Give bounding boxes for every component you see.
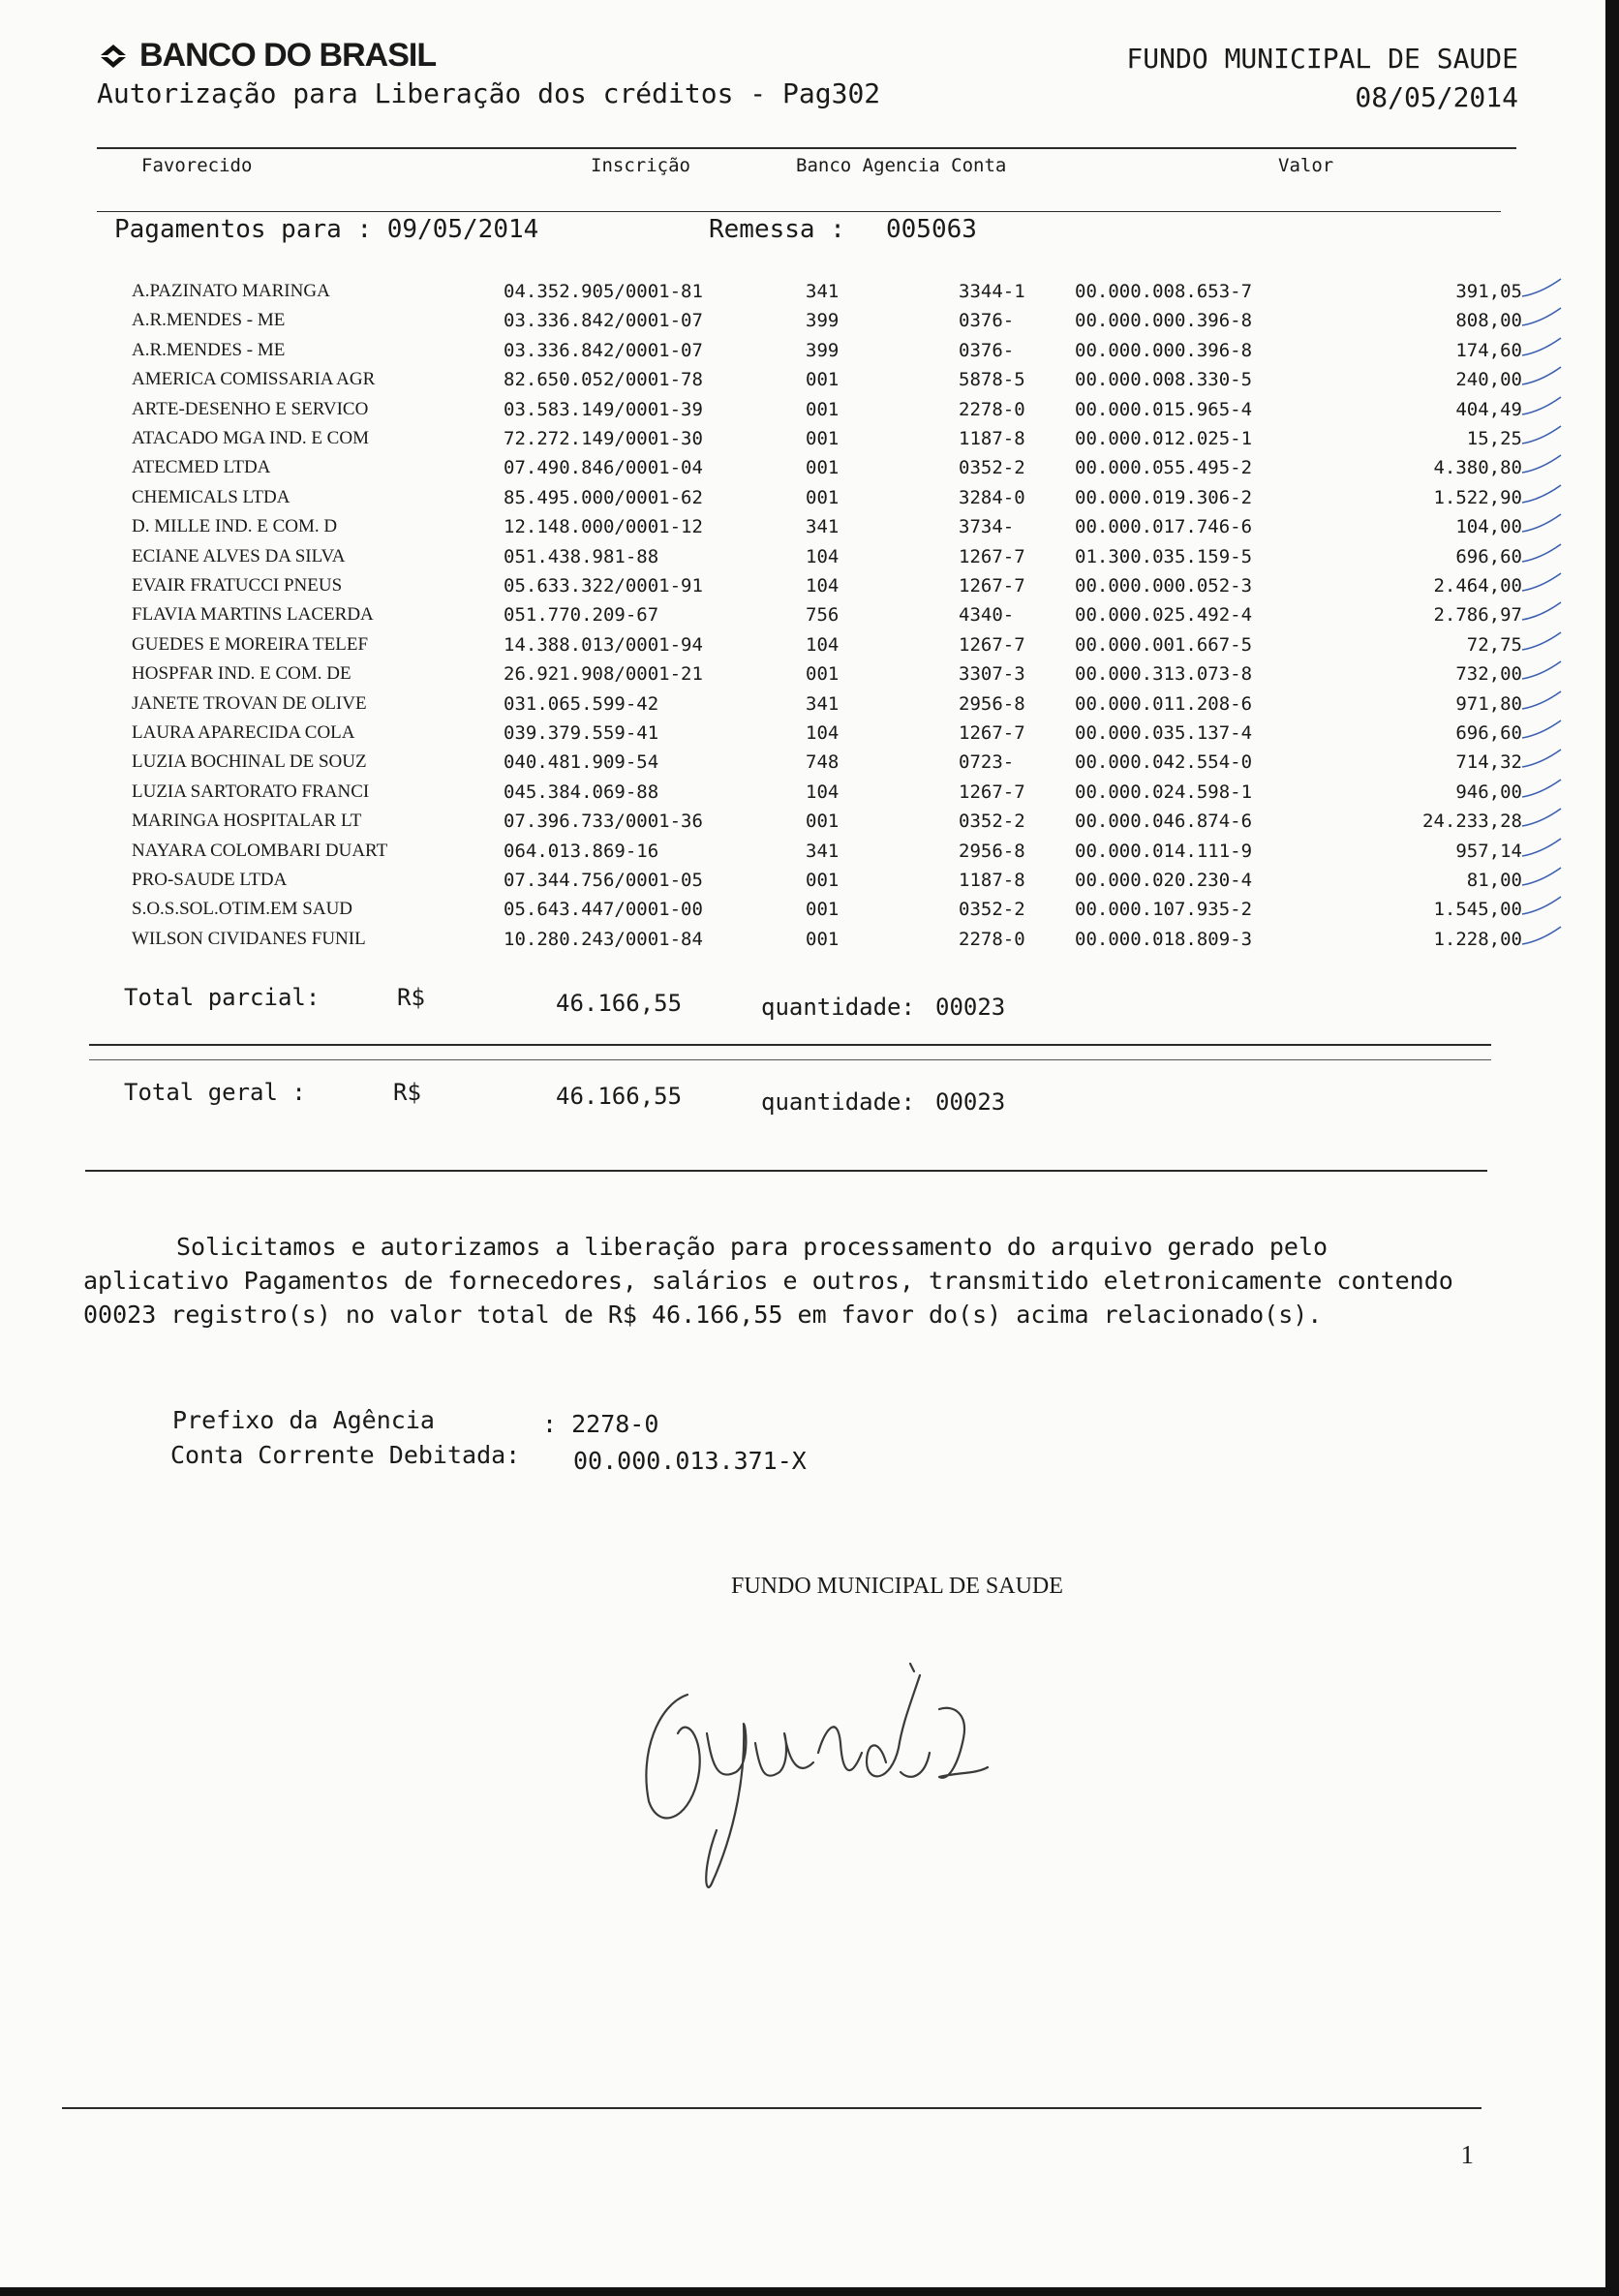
row-valor: 404,49 <box>1455 398 1522 420</box>
check-mark-icon <box>1520 598 1563 624</box>
table-row <box>0 281 1605 310</box>
row-inscricao: 10.280.243/0001-84 <box>504 928 703 950</box>
total-partial-value: 46.166,55 <box>556 990 683 1017</box>
check-mark-icon <box>1520 658 1563 683</box>
fund-name: FUNDO MUNICIPAL DE SAUDE <box>1126 43 1518 75</box>
total-general-quantity-label: quantidade: <box>761 1088 915 1116</box>
row-valor: 696,60 <box>1455 722 1522 744</box>
totals-divider-thin <box>89 1059 1491 1060</box>
row-conta: 00.000.024.598-1 <box>1075 781 1253 803</box>
row-favorecido: CHEMICALS LTDA <box>132 486 290 507</box>
check-mark-icon <box>1520 835 1563 860</box>
row-agencia: 0376- <box>959 310 1015 332</box>
row-inscricao: 05.643.447/0001-00 <box>504 899 703 921</box>
table-row <box>0 841 1605 870</box>
table-row <box>0 399 1605 428</box>
bank-logo-icon <box>97 42 130 79</box>
row-inscricao: 03.336.842/0001-07 <box>504 339 703 361</box>
row-conta: 00.000.313.073-8 <box>1075 663 1253 686</box>
check-mark-icon <box>1520 805 1563 830</box>
row-favorecido: GUEDES E MOREIRA TELEF <box>132 633 369 655</box>
row-conta: 00.000.008.653-7 <box>1075 281 1253 302</box>
table-row <box>0 722 1605 751</box>
row-inscricao: 85.495.000/0001-62 <box>504 486 703 508</box>
check-mark-icon <box>1520 363 1563 388</box>
row-valor: 1.228,00 <box>1433 928 1522 950</box>
row-agencia: 3344-1 <box>959 281 1025 302</box>
row-conta: 01.300.035.159-5 <box>1075 545 1253 567</box>
row-conta: 00.000.035.137-4 <box>1075 722 1253 744</box>
row-valor: 15,25 <box>1466 428 1522 449</box>
row-favorecido: LUZIA BOCHINAL DE SOUZ <box>132 751 367 773</box>
row-inscricao: 064.013.869-16 <box>504 840 659 862</box>
row-agencia: 3734- <box>959 516 1015 538</box>
row-agencia: 0723- <box>959 751 1015 774</box>
row-favorecido: D. MILLE IND. E COM. D <box>132 516 338 537</box>
row-conta: 00.000.055.495-2 <box>1075 457 1253 479</box>
table-row <box>0 663 1605 692</box>
row-favorecido: WILSON CIVIDANES FUNIL <box>132 928 366 949</box>
authorization-paragraph <box>83 1230 1458 1332</box>
check-mark-icon <box>1520 717 1563 742</box>
row-favorecido: ECIANE ALVES DA SILVA <box>132 545 346 566</box>
row-conta: 00.000.019.306-2 <box>1075 486 1253 508</box>
row-favorecido: FLAVIA MARTINS LACERDA <box>132 604 374 626</box>
table-row <box>0 428 1605 457</box>
row-agencia: 5878-5 <box>959 369 1025 391</box>
total-partial-quantity-label: quantidade: <box>761 994 915 1021</box>
total-general-label: Total geral : <box>124 1079 306 1106</box>
row-conta: 00.000.107.935-2 <box>1075 899 1253 921</box>
row-banco: 341 <box>806 516 840 538</box>
totals-divider-bottom <box>85 1170 1487 1172</box>
debited-account-label: Conta Corrente Debitada: <box>170 1441 521 1469</box>
row-banco: 104 <box>806 633 840 656</box>
column-favorecido: Favorecido <box>141 155 253 176</box>
column-banco-agencia-conta: Banco Agencia Conta <box>796 155 1007 176</box>
column-inscricao: Inscrição <box>591 155 690 176</box>
row-banco: 001 <box>806 870 840 891</box>
table-row <box>0 929 1605 958</box>
row-inscricao: 07.396.733/0001-36 <box>504 811 703 833</box>
row-banco: 104 <box>806 575 840 597</box>
row-favorecido: NAYARA COLOMBARI DUART <box>132 840 388 861</box>
row-agencia: 1267-7 <box>959 575 1025 597</box>
document-date: 08/05/2014 <box>1355 81 1518 113</box>
row-banco: 001 <box>806 899 840 921</box>
signature-label: FUNDO MUNICIPAL DE SAUDE <box>731 1574 1063 1599</box>
row-valor: 808,00 <box>1455 310 1522 332</box>
check-mark-icon <box>1520 393 1563 418</box>
check-mark-icon <box>1520 569 1563 595</box>
check-mark-icon <box>1520 275 1563 300</box>
row-agencia: 2956-8 <box>959 692 1025 715</box>
table-row <box>0 457 1605 486</box>
row-valor: 732,00 <box>1455 663 1522 686</box>
table-row <box>0 487 1605 516</box>
table-row <box>0 693 1605 722</box>
row-agencia: 3284-0 <box>959 486 1025 508</box>
row-conta: 00.000.000.396-8 <box>1075 339 1253 361</box>
row-agencia: 2278-0 <box>959 928 1025 950</box>
row-valor: 1.545,00 <box>1433 899 1522 921</box>
bank-name: BANCO DO BRASIL <box>139 37 437 74</box>
debited-account-value: 00.000.013.371-X <box>573 1447 807 1475</box>
row-agencia: 1267-7 <box>959 633 1025 656</box>
row-agencia: 4340- <box>959 604 1015 627</box>
row-banco: 399 <box>806 339 840 361</box>
row-valor: 240,00 <box>1455 369 1522 391</box>
row-banco: 001 <box>806 428 840 449</box>
row-valor: 1.522,90 <box>1433 486 1522 508</box>
row-agencia: 2956-8 <box>959 840 1025 862</box>
row-conta: 00.000.046.874-6 <box>1075 811 1253 833</box>
handwritten-signature <box>620 1637 1162 1898</box>
row-inscricao: 07.344.756/0001-05 <box>504 870 703 891</box>
row-conta: 00.000.012.025-1 <box>1075 428 1253 449</box>
table-row <box>0 870 1605 899</box>
table-row <box>0 516 1605 545</box>
row-banco: 341 <box>806 840 840 862</box>
row-valor: 2.786,97 <box>1433 604 1522 627</box>
table-row <box>0 340 1605 369</box>
row-conta: 00.000.000.052-3 <box>1075 575 1253 597</box>
row-conta: 00.000.018.809-3 <box>1075 928 1253 950</box>
row-valor: 2.464,00 <box>1433 575 1522 597</box>
row-inscricao: 14.388.013/0001-94 <box>504 633 703 656</box>
row-valor: 957,14 <box>1455 840 1522 862</box>
row-agencia: 0352-2 <box>959 457 1025 479</box>
row-valor: 4.380,80 <box>1433 457 1522 479</box>
row-valor: 81,00 <box>1466 870 1522 891</box>
table-row <box>0 899 1605 928</box>
row-agencia: 1187-8 <box>959 428 1025 449</box>
row-banco: 104 <box>806 781 840 803</box>
agency-prefix-value: : 2278-0 <box>542 1410 659 1438</box>
row-favorecido: ATACADO MGA IND. E COM <box>132 428 369 448</box>
row-banco: 104 <box>806 722 840 744</box>
remessa-number: 005063 <box>886 215 977 244</box>
totals-divider-top <box>89 1044 1491 1046</box>
column-valor: Valor <box>1278 155 1334 176</box>
row-agencia: 1267-7 <box>959 545 1025 567</box>
row-agencia: 1187-8 <box>959 870 1025 891</box>
total-general-value: 46.166,55 <box>556 1083 683 1110</box>
row-inscricao: 12.148.000/0001-12 <box>504 516 703 538</box>
row-conta: 00.000.008.330-5 <box>1075 369 1253 391</box>
row-inscricao: 82.650.052/0001-78 <box>504 369 703 391</box>
row-conta: 00.000.011.208-6 <box>1075 692 1253 715</box>
row-agencia: 1267-7 <box>959 722 1025 744</box>
check-mark-icon <box>1520 451 1563 476</box>
row-conta: 00.000.000.396-8 <box>1075 310 1253 332</box>
row-conta: 00.000.025.492-4 <box>1075 604 1253 627</box>
check-mark-icon <box>1520 510 1563 536</box>
row-favorecido: ATECMED LTDA <box>132 457 271 478</box>
row-banco: 001 <box>806 928 840 950</box>
row-agencia: 2278-0 <box>959 398 1025 420</box>
check-mark-icon <box>1520 688 1563 713</box>
row-inscricao: 051.438.981-88 <box>504 545 659 567</box>
row-inscricao: 039.379.559-41 <box>504 722 659 744</box>
row-banco: 001 <box>806 486 840 508</box>
row-banco: 756 <box>806 604 840 627</box>
row-banco: 399 <box>806 310 840 332</box>
row-valor: 696,60 <box>1455 545 1522 567</box>
row-valor: 104,00 <box>1455 516 1522 538</box>
table-row <box>0 310 1605 339</box>
check-mark-icon <box>1520 746 1563 771</box>
total-partial-currency: R$ <box>397 984 425 1011</box>
row-valor: 714,32 <box>1455 751 1522 774</box>
check-mark-icon <box>1520 422 1563 447</box>
row-inscricao: 051.770.209-67 <box>504 604 659 627</box>
table-row <box>0 575 1605 604</box>
row-banco: 104 <box>806 545 840 567</box>
row-agencia: 1267-7 <box>959 781 1025 803</box>
row-inscricao: 03.336.842/0001-07 <box>504 310 703 332</box>
check-mark-icon <box>1520 334 1563 359</box>
row-valor: 72,75 <box>1466 633 1522 656</box>
row-favorecido: S.O.S.SOL.OTIM.EM SAUD <box>132 899 353 920</box>
row-valor: 24.233,28 <box>1422 811 1522 833</box>
row-favorecido: HOSPFAR IND. E COM. DE <box>132 663 351 685</box>
table-row <box>0 811 1605 840</box>
row-banco: 001 <box>806 369 840 391</box>
row-banco: 341 <box>806 692 840 715</box>
row-favorecido: PRO-SAUDE LTDA <box>132 870 288 890</box>
row-favorecido: A.R.MENDES - ME <box>132 339 286 360</box>
row-favorecido: MARINGA HOSPITALAR LT <box>132 811 362 832</box>
check-mark-icon <box>1520 540 1563 566</box>
row-valor: 946,00 <box>1455 781 1522 803</box>
authorization-text: Solicitamos e autorizamos a liberação para processamento do arquivo gerado pelo aplicativo Pagamentos de fornecedores, salários e outros, transmitido eletronicamente contendo 00023 registro(s) no valor total de R$ 46.166,55 em favor do(s) acima relacionado(s). <box>83 1233 1453 1329</box>
row-favorecido: LUZIA SARTORATO FRANCI <box>132 781 370 802</box>
row-agencia: 0352-2 <box>959 811 1025 833</box>
total-partial-label: Total parcial: <box>124 984 321 1011</box>
row-favorecido: AMERICA COMISSARIA AGR <box>132 369 376 390</box>
check-mark-icon <box>1520 864 1563 889</box>
row-favorecido: EVAIR FRATUCCI PNEUS <box>132 575 343 596</box>
row-banco: 341 <box>806 281 840 302</box>
row-agencia: 3307-3 <box>959 663 1025 686</box>
row-favorecido: LAURA APARECIDA COLA <box>132 722 355 743</box>
row-banco: 748 <box>806 751 840 774</box>
check-mark-icon <box>1520 923 1563 948</box>
row-banco: 001 <box>806 398 840 420</box>
row-conta: 00.000.017.746-6 <box>1075 516 1253 538</box>
row-inscricao: 26.921.908/0001-21 <box>504 663 703 686</box>
row-banco: 001 <box>806 457 840 479</box>
page-number: 1 <box>1460 2140 1474 2169</box>
remessa-label: Remessa : <box>709 215 845 244</box>
table-row <box>0 634 1605 663</box>
table-row <box>0 546 1605 575</box>
row-favorecido: A.R.MENDES - ME <box>132 310 286 331</box>
document-title: Autorização para Liberação dos créditos - Pag302 <box>97 77 881 109</box>
total-general-quantity: 00023 <box>935 1088 1006 1116</box>
check-mark-icon <box>1520 628 1563 654</box>
row-inscricao: 031.065.599-42 <box>504 692 659 715</box>
row-valor: 971,80 <box>1455 692 1522 715</box>
agency-prefix-label: Prefixo da Agência <box>172 1406 435 1434</box>
total-general-currency: R$ <box>393 1079 421 1106</box>
check-mark-icon <box>1520 776 1563 801</box>
row-valor: 174,60 <box>1455 339 1522 361</box>
row-agencia: 0376- <box>959 339 1015 361</box>
columns-divider <box>97 211 1501 212</box>
table-row <box>0 781 1605 811</box>
row-conta: 00.000.042.554-0 <box>1075 751 1253 774</box>
row-agencia: 0352-2 <box>959 899 1025 921</box>
row-conta: 00.000.001.667-5 <box>1075 633 1253 656</box>
row-conta: 00.000.020.230-4 <box>1075 870 1253 891</box>
footer-divider <box>62 2107 1482 2109</box>
row-inscricao: 72.272.149/0001-30 <box>504 428 703 449</box>
table-row <box>0 369 1605 398</box>
row-inscricao: 04.352.905/0001-81 <box>504 281 703 302</box>
row-banco: 001 <box>806 811 840 833</box>
bank-logo <box>97 37 436 79</box>
row-inscricao: 07.490.846/0001-04 <box>504 457 703 479</box>
row-inscricao: 040.481.909-54 <box>504 751 659 774</box>
row-inscricao: 03.583.149/0001-39 <box>504 398 703 420</box>
check-mark-icon <box>1520 304 1563 329</box>
total-partial-quantity: 00023 <box>935 994 1006 1021</box>
row-favorecido: A.PAZINATO MARINGA <box>132 281 330 301</box>
table-row <box>0 751 1605 781</box>
row-banco: 001 <box>806 663 840 686</box>
row-valor: 391,05 <box>1455 281 1522 302</box>
check-mark-icon <box>1520 893 1563 918</box>
row-favorecido: ARTE-DESENHO E SERVICO <box>132 398 369 419</box>
row-favorecido: JANETE TROVAN DE OLIVE <box>132 692 367 714</box>
payment-date-label: Pagamentos para : 09/05/2014 <box>114 215 539 244</box>
check-mark-icon <box>1520 481 1563 506</box>
row-inscricao: 05.633.322/0001-91 <box>504 575 703 597</box>
row-conta: 00.000.015.965-4 <box>1075 398 1253 420</box>
table-row <box>0 604 1605 633</box>
row-inscricao: 045.384.069-88 <box>504 781 659 803</box>
row-conta: 00.000.014.111-9 <box>1075 840 1253 862</box>
header-divider <box>97 147 1516 149</box>
